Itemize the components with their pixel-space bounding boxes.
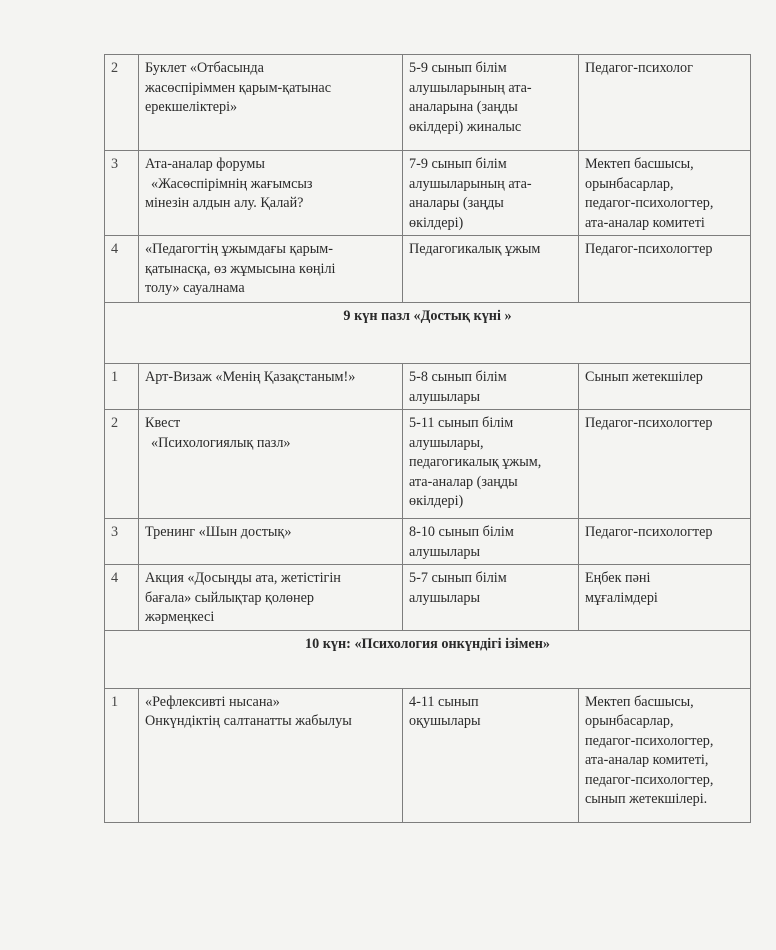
events-table	[104, 54, 751, 823]
row-number: 1	[105, 688, 139, 822]
row-number: 3	[105, 151, 139, 236]
table-row	[105, 565, 751, 631]
responsible-cell: Педагог-психолог	[579, 55, 751, 151]
responsible-cell: Еңбек пәні мұғалімдері	[579, 565, 751, 631]
responsible-cell: Сынып жетекшілер	[579, 364, 751, 410]
responsible-cell: Мектеп басшысы, орынбасарлар, педагог-психологтер, ата-аналар комитеті	[579, 151, 751, 236]
responsible-cell: Педагог-психологтер	[579, 410, 751, 519]
event-cell: Акция «Досыңды ата, жетістігін бағала» сыйлықтар қолөнер жәрмеңкесі	[139, 565, 403, 631]
event-cell: Буклет «Отбасында жасөспіріммен қарым-қатынас ерекшеліктері»	[139, 55, 403, 151]
table-row	[105, 151, 751, 236]
participants-cell: Педагогикалық ұжым	[403, 236, 579, 303]
participants-cell: 4-11 сынып оқушылары	[403, 688, 579, 822]
participants-cell: 5-7 сынып білім алушылары	[403, 565, 579, 631]
section-row	[105, 630, 751, 688]
participants-cell: 5-8 сынып білім алушылары	[403, 364, 579, 410]
section-title: 9 күн пазл «Достық күні »	[105, 303, 751, 364]
responsible-cell: Педагог-психологтер	[579, 236, 751, 303]
event-cell: Ата-аналар форумы «Жасөспірімнің жағымсыз мінезін алдын алу. Қалай?	[139, 151, 403, 236]
event-cell: «Рефлексивті нысана» Онкүндіктің салтанатты жабылуы	[139, 688, 403, 822]
event-cell: Квест «Психологиялық пазл»	[139, 410, 403, 519]
row-number: 2	[105, 410, 139, 519]
table-row	[105, 236, 751, 303]
table-row	[105, 55, 751, 151]
section-row	[105, 303, 751, 364]
participants-cell: 7-9 сынып білім алушыларының ата- аналары (заңды өкілдері)	[403, 151, 579, 236]
section-title: 10 күн: «Психология онкүндігі ізімен»	[105, 630, 751, 688]
responsible-cell: Педагог-психологтер	[579, 519, 751, 565]
participants-cell: 5-9 сынып білім алушыларының ата- аналарына (заңды өкілдері) жиналыс	[403, 55, 579, 151]
row-number: 4	[105, 565, 139, 631]
table-row	[105, 364, 751, 410]
event-cell: Арт-Визаж «Менің Қазақстаным!»	[139, 364, 403, 410]
table-row	[105, 688, 751, 822]
participants-cell: 5-11 сынып білім алушылары, педагогикалық ұжым, ата-аналар (заңды өкілдері)	[403, 410, 579, 519]
table-row	[105, 519, 751, 565]
row-number: 4	[105, 236, 139, 303]
table-row	[105, 410, 751, 519]
participants-cell: 8-10 сынып білім алушылары	[403, 519, 579, 565]
row-number: 1	[105, 364, 139, 410]
event-cell: «Педагогтің ұжымдағы қарым- қатынасқа, өз жұмысына көңілі толу» сауалнама	[139, 236, 403, 303]
row-number: 2	[105, 55, 139, 151]
responsible-cell: Мектеп басшысы, орынбасарлар, педагог-психологтер, ата-аналар комитеті, педагог-психологтер, сынып жетекшілері.	[579, 688, 751, 822]
row-number: 3	[105, 519, 139, 565]
event-cell: Тренинг «Шын достық»	[139, 519, 403, 565]
